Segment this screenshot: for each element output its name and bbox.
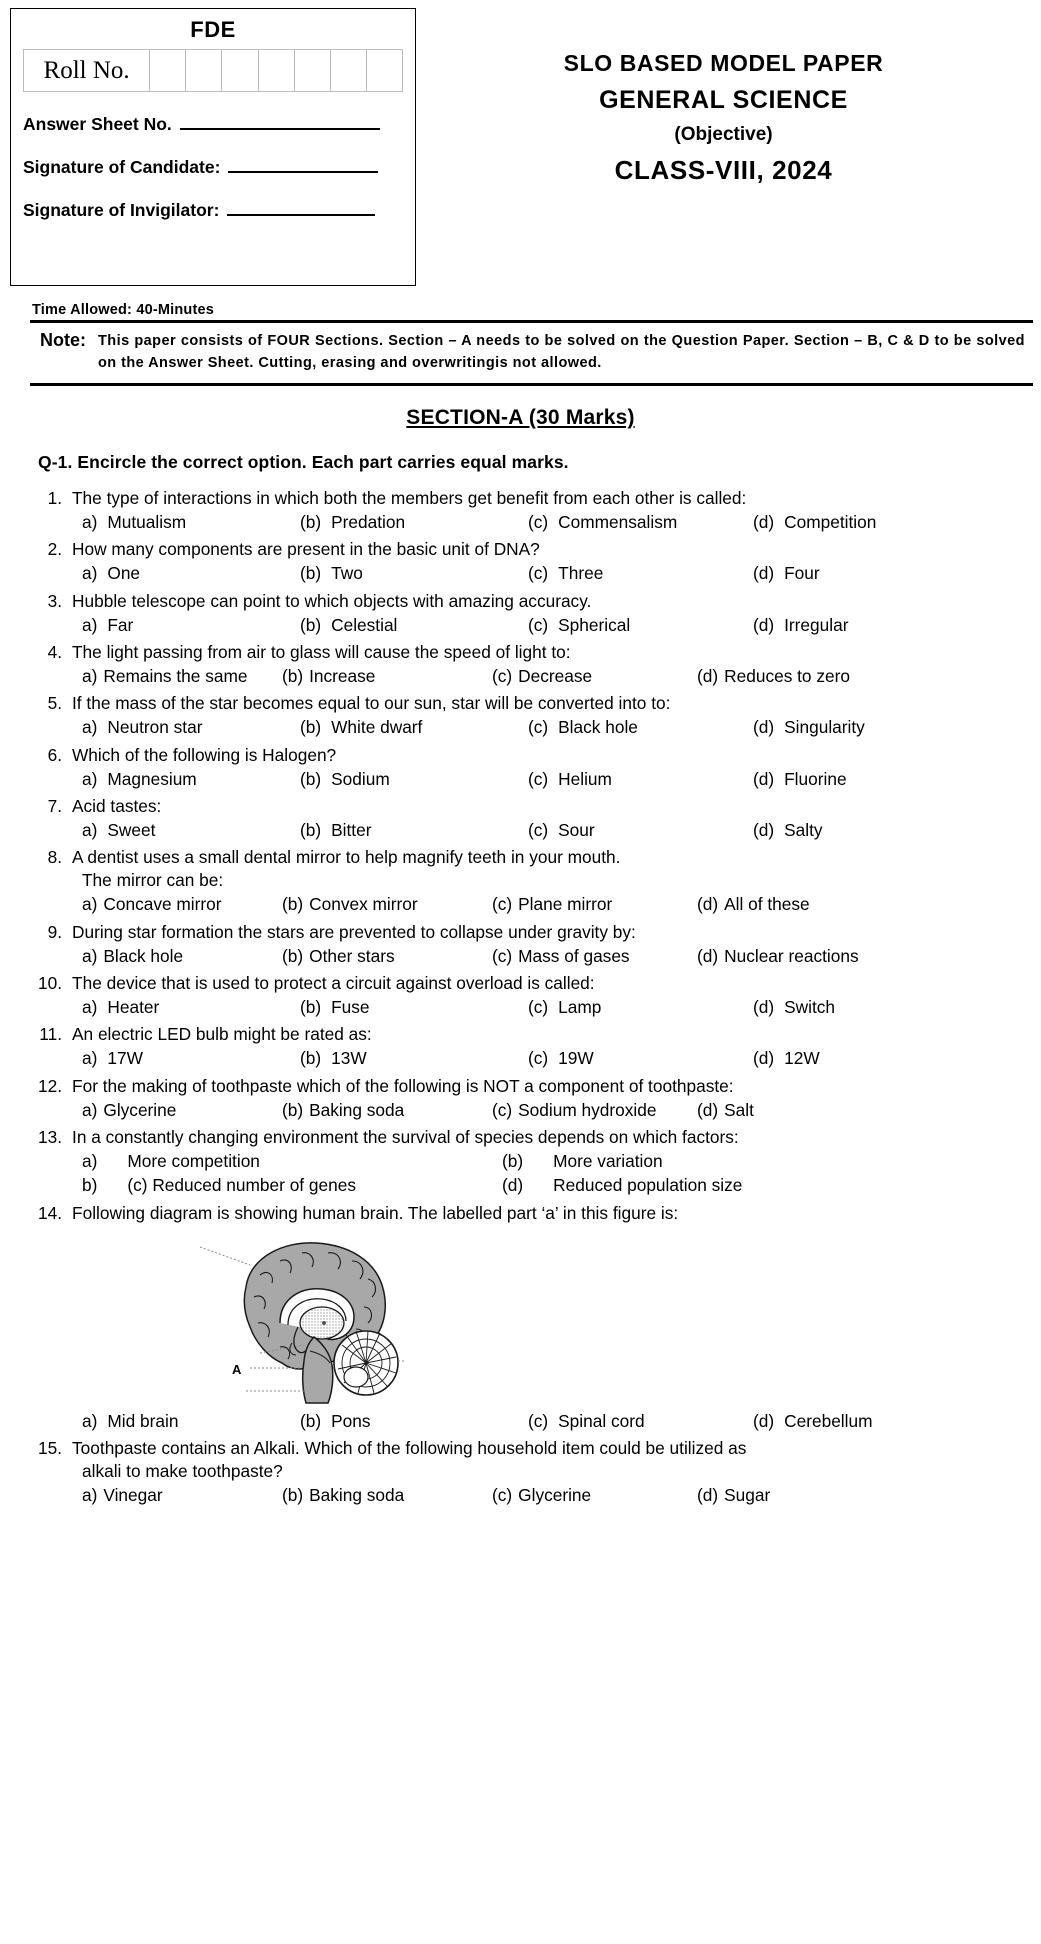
option-row bbox=[82, 1410, 1027, 1433]
question-text: If the mass of the star becomes equal to our sun, star will be converted into to: bbox=[72, 693, 671, 714]
question-number: 2. bbox=[47, 539, 62, 560]
roll-no-cell[interactable] bbox=[258, 50, 294, 92]
option[interactable] bbox=[492, 1484, 697, 1507]
question-text: How many components are present in the basic unit of DNA? bbox=[72, 539, 540, 560]
option[interactable] bbox=[492, 893, 697, 916]
question-item bbox=[38, 744, 1027, 791]
option[interactable] bbox=[502, 1150, 922, 1173]
question-item bbox=[38, 1126, 1027, 1198]
roll-no-cell[interactable] bbox=[366, 50, 402, 92]
option-key: a) bbox=[82, 997, 98, 1018]
option[interactable] bbox=[528, 996, 753, 1019]
option[interactable] bbox=[502, 1174, 922, 1197]
question-text: The type of interactions in which both the members get benefit from each other is called: bbox=[72, 487, 747, 508]
option-value: Four bbox=[784, 563, 820, 584]
question-text: An electric LED bulb might be rated as: bbox=[72, 1024, 372, 1045]
signature-invigilator-field bbox=[23, 200, 403, 221]
option-row bbox=[82, 511, 1027, 534]
option-value: Competition bbox=[784, 511, 877, 532]
option-row bbox=[82, 716, 1027, 739]
question-stem bbox=[38, 921, 1027, 944]
option[interactable] bbox=[492, 945, 697, 968]
option-value: 13W bbox=[331, 1048, 367, 1069]
answer-sheet-no-field bbox=[23, 114, 403, 135]
option[interactable] bbox=[82, 1047, 300, 1070]
question-text: During star formation the stars are prevented to collapse under gravity by: bbox=[72, 921, 636, 942]
option-key: (c) bbox=[528, 1048, 549, 1069]
question-number: 8. bbox=[47, 847, 62, 868]
option[interactable] bbox=[282, 665, 492, 688]
question-item bbox=[38, 972, 1027, 1019]
option-value: Glycerine bbox=[103, 1099, 177, 1120]
question-item bbox=[38, 590, 1027, 637]
answer-sheet-no-label: Answer Sheet No. bbox=[23, 114, 172, 134]
option-key: (d) bbox=[753, 511, 775, 532]
question-text: The light passing from air to glass will cause the speed of light to: bbox=[72, 641, 571, 662]
question-number: 5. bbox=[47, 693, 62, 714]
option-value: Black hole bbox=[558, 717, 638, 738]
option-value: Commensalism bbox=[558, 511, 678, 532]
option-value: Cerebellum bbox=[784, 1410, 873, 1431]
roll-no-cell[interactable] bbox=[150, 50, 186, 92]
question-stem bbox=[38, 795, 1027, 818]
option[interactable] bbox=[753, 1410, 873, 1433]
note-block bbox=[40, 330, 1029, 375]
option-key: (d) bbox=[753, 563, 775, 584]
option-value: White dwarf bbox=[331, 717, 423, 738]
option[interactable] bbox=[300, 716, 528, 739]
question-item bbox=[38, 795, 1027, 842]
option[interactable] bbox=[300, 614, 528, 637]
option-value: Fuse bbox=[331, 997, 370, 1018]
question-number: 13. bbox=[38, 1127, 63, 1148]
option-value: Magnesium bbox=[107, 768, 197, 789]
option-value: Sugar bbox=[724, 1485, 771, 1506]
option-key: a) bbox=[82, 768, 98, 789]
option[interactable] bbox=[753, 1047, 820, 1070]
option-value: Remains the same bbox=[103, 665, 248, 686]
option-key: a) bbox=[82, 1410, 98, 1431]
paper-title-line-1: SLO BASED MODEL PAPER bbox=[563, 50, 884, 76]
option[interactable] bbox=[753, 614, 848, 637]
option[interactable] bbox=[82, 1484, 282, 1507]
question-item bbox=[38, 1437, 1027, 1507]
option-row bbox=[82, 1047, 1027, 1070]
option-key: (c) bbox=[528, 997, 549, 1018]
question-stem bbox=[38, 641, 1027, 664]
option-key: (b) bbox=[300, 563, 322, 584]
option-row bbox=[82, 665, 1027, 688]
option[interactable] bbox=[528, 614, 753, 637]
question-item bbox=[38, 538, 1027, 585]
question-text: In a constantly changing environment the survival of species depends on which factors: bbox=[72, 1127, 739, 1148]
option-value: One bbox=[107, 563, 141, 584]
option-value: Helium bbox=[558, 768, 612, 789]
option-key: (c) bbox=[492, 1485, 513, 1506]
option-key: (c) bbox=[528, 511, 549, 532]
question-number: 9. bbox=[47, 921, 62, 942]
roll-no-cell[interactable] bbox=[294, 50, 330, 92]
question-number: 6. bbox=[47, 744, 62, 765]
question-stem bbox=[38, 590, 1027, 613]
option[interactable] bbox=[528, 1047, 753, 1070]
option[interactable] bbox=[82, 945, 282, 968]
option-key: (d) bbox=[753, 1048, 775, 1069]
option[interactable] bbox=[697, 1484, 770, 1507]
option-value: More competition bbox=[127, 1151, 260, 1172]
question-stem bbox=[38, 1202, 1027, 1225]
option[interactable] bbox=[282, 945, 492, 968]
option-key: (c) bbox=[528, 717, 549, 738]
option-value: Mass of gases bbox=[518, 945, 630, 966]
question-text: Acid tastes: bbox=[72, 796, 162, 816]
paper-class-year: CLASS-VIII, 2024 bbox=[614, 155, 833, 185]
candidate-id-box bbox=[10, 8, 416, 286]
page-header bbox=[0, 0, 1041, 286]
question-text-continued: The mirror can be: bbox=[82, 870, 224, 891]
option-key: (b) bbox=[300, 717, 322, 738]
question-stem bbox=[38, 692, 1027, 715]
question-number: 3. bbox=[47, 590, 62, 611]
option-row bbox=[82, 819, 1027, 842]
option-key: a) bbox=[82, 1048, 98, 1069]
question-text: For the making of toothpaste which of the following is NOT a component of toothpaste: bbox=[72, 1075, 734, 1096]
question-item bbox=[38, 1075, 1027, 1122]
q1-instruction: Q-1. Encircle the correct option. Each part carries equal marks. bbox=[38, 451, 569, 472]
option-key: (b) bbox=[300, 1048, 322, 1069]
option-key: (d) bbox=[753, 717, 775, 738]
option-key: (c) bbox=[492, 1099, 513, 1120]
option-key: a) bbox=[82, 665, 98, 686]
option-value: (c) Reduced number of genes bbox=[127, 1175, 356, 1196]
option-value: More variation bbox=[553, 1151, 663, 1172]
option[interactable] bbox=[300, 511, 528, 534]
question-item bbox=[38, 692, 1027, 739]
option[interactable] bbox=[82, 996, 300, 1019]
option-key: (d) bbox=[697, 665, 719, 686]
question-stem bbox=[38, 538, 1027, 561]
question-item bbox=[38, 921, 1027, 968]
option-key: (c) bbox=[528, 614, 549, 635]
option-value: Salt bbox=[724, 1099, 754, 1120]
option[interactable] bbox=[697, 1099, 754, 1122]
option-value: Convex mirror bbox=[309, 894, 418, 915]
option-value: Bitter bbox=[331, 820, 372, 840]
option-key: a) bbox=[82, 614, 98, 635]
option-key: (b) bbox=[502, 1151, 524, 1172]
option-key: a) bbox=[82, 717, 98, 738]
option-key: (d) bbox=[697, 894, 719, 915]
question-text: Which of the following is Halogen? bbox=[72, 744, 337, 765]
option-value: Lamp bbox=[558, 997, 602, 1018]
option[interactable] bbox=[697, 893, 810, 916]
option[interactable] bbox=[82, 1099, 282, 1122]
option-value: Other stars bbox=[309, 945, 395, 966]
option[interactable] bbox=[300, 1047, 528, 1070]
option[interactable] bbox=[697, 945, 859, 968]
option-row bbox=[82, 893, 1027, 916]
option-value: Plane mirror bbox=[518, 894, 613, 915]
divider-bottom bbox=[30, 383, 1033, 386]
option-key: (c) bbox=[492, 665, 513, 686]
option[interactable] bbox=[82, 819, 300, 842]
option-value: Increase bbox=[309, 665, 376, 686]
option-value: Predation bbox=[331, 511, 406, 532]
option-key: (b) bbox=[300, 511, 322, 532]
option-row bbox=[82, 1484, 1027, 1507]
option-value: Nuclear reactions bbox=[724, 945, 859, 966]
option-key: (c) bbox=[528, 820, 549, 840]
option-key: (c) bbox=[528, 1410, 549, 1431]
option-value: Celestial bbox=[331, 614, 398, 635]
question-number: 12. bbox=[38, 1075, 63, 1096]
question-item bbox=[38, 487, 1027, 534]
option[interactable] bbox=[528, 716, 753, 739]
option-key: (b) bbox=[300, 820, 322, 840]
option-key: (d) bbox=[697, 1099, 719, 1120]
question-stem bbox=[38, 972, 1027, 995]
question-stem bbox=[38, 1075, 1027, 1098]
option-key: (d) bbox=[753, 997, 775, 1018]
signature-candidate-label: Signature of Candidate: bbox=[23, 157, 221, 177]
option-value: Sodium hydroxide bbox=[518, 1099, 657, 1120]
option-value: 17W bbox=[107, 1048, 143, 1069]
question-number: 11. bbox=[39, 1024, 62, 1045]
question-stem bbox=[38, 846, 1027, 869]
option-key: (b) bbox=[282, 894, 304, 915]
option[interactable] bbox=[82, 1150, 502, 1173]
question-stem bbox=[38, 744, 1027, 767]
option-key: (b) bbox=[300, 768, 322, 789]
option[interactable] bbox=[82, 768, 300, 791]
question-stem bbox=[38, 487, 1027, 510]
option-row bbox=[82, 768, 1027, 791]
option-key: (d) bbox=[753, 614, 775, 635]
option-row bbox=[82, 945, 1027, 968]
signature-invigilator-label: Signature of Invigilator: bbox=[23, 200, 220, 220]
option-key: (d) bbox=[753, 1410, 775, 1431]
option-key: (c) bbox=[492, 894, 513, 915]
option-key: (b) bbox=[300, 614, 322, 635]
option-key: b) bbox=[82, 1175, 98, 1196]
signature-candidate-input[interactable] bbox=[228, 171, 378, 173]
option[interactable] bbox=[82, 511, 300, 534]
option[interactable] bbox=[753, 768, 847, 791]
option-value: Salty bbox=[784, 820, 823, 840]
option-key: (c) bbox=[528, 768, 549, 789]
option[interactable] bbox=[82, 562, 300, 585]
question-text-continued: alkali to make toothpaste? bbox=[82, 1461, 283, 1482]
board-abbreviation: FDE bbox=[190, 17, 236, 42]
option[interactable] bbox=[753, 996, 835, 1019]
signature-invigilator-input[interactable] bbox=[227, 214, 375, 216]
option-value: Spinal cord bbox=[558, 1410, 645, 1431]
time-allowed: Time Allowed: 40-Minutes bbox=[32, 302, 215, 318]
question-item bbox=[38, 1202, 1027, 1433]
option-key: (d) bbox=[502, 1175, 524, 1196]
option-key: a) bbox=[82, 1485, 98, 1506]
option[interactable] bbox=[528, 768, 753, 791]
option-value: Neutron star bbox=[107, 717, 203, 738]
option[interactable] bbox=[82, 614, 300, 637]
option[interactable] bbox=[300, 768, 528, 791]
option-key: (b) bbox=[300, 1410, 322, 1431]
option-row bbox=[82, 1099, 1027, 1122]
option[interactable] bbox=[528, 819, 753, 842]
paper-subject: GENERAL SCIENCE bbox=[599, 86, 848, 114]
option[interactable] bbox=[697, 665, 850, 688]
note-text: This paper consists of FOUR Sections. Section – A needs to be solved on the Question Paper. Section – B, C & D to be solved on the Answer Sheet. Cutting, erasing and overwritingis not allowed. bbox=[98, 333, 1025, 372]
question-item bbox=[38, 1023, 1027, 1070]
option-row bbox=[82, 1174, 1027, 1197]
option[interactable] bbox=[528, 1410, 753, 1433]
option-value: Fluorine bbox=[784, 768, 847, 789]
option[interactable] bbox=[282, 1484, 492, 1507]
option-row bbox=[82, 562, 1027, 585]
question-number: 7. bbox=[47, 796, 62, 816]
option[interactable] bbox=[492, 1099, 697, 1122]
option[interactable] bbox=[300, 1410, 528, 1433]
option-value: Reduces to zero bbox=[724, 665, 850, 686]
option[interactable] bbox=[528, 562, 753, 585]
option[interactable] bbox=[82, 716, 300, 739]
option-key: (c) bbox=[492, 945, 513, 966]
option-key: (b) bbox=[282, 665, 304, 686]
question-number: 14. bbox=[38, 1202, 63, 1223]
question-text: Hubble telescope can point to which objects with amazing accuracy. bbox=[72, 590, 592, 611]
option-value: Irregular bbox=[784, 614, 849, 635]
roll-no-cell[interactable] bbox=[222, 50, 258, 92]
option-value: Sodium bbox=[331, 768, 390, 789]
option[interactable] bbox=[300, 562, 528, 585]
option-value: All of these bbox=[724, 894, 810, 915]
question-number: 4. bbox=[47, 641, 62, 662]
option-value: Two bbox=[331, 563, 363, 584]
option-key: (d) bbox=[697, 945, 719, 966]
option[interactable] bbox=[82, 893, 282, 916]
option[interactable] bbox=[753, 562, 820, 585]
option-key: (b) bbox=[282, 945, 304, 966]
option-value: Baking soda bbox=[309, 1485, 405, 1506]
option-value: Heater bbox=[107, 997, 160, 1018]
option-row bbox=[82, 996, 1027, 1019]
option[interactable] bbox=[753, 819, 823, 842]
option-value: 19W bbox=[558, 1048, 594, 1069]
option-value: Vinegar bbox=[103, 1485, 163, 1506]
option-value: Mutualism bbox=[107, 511, 187, 532]
human-brain-midsagittal-icon bbox=[188, 1231, 408, 1406]
option-value: Far bbox=[107, 614, 134, 635]
question-number: 1. bbox=[47, 487, 62, 508]
option-key: a) bbox=[82, 511, 98, 532]
option[interactable] bbox=[282, 893, 492, 916]
question-text: Following diagram is showing human brain. The labelled part ‘a’ in this figure is: bbox=[72, 1202, 679, 1223]
question-stem bbox=[38, 1126, 1027, 1149]
roll-no-cell[interactable] bbox=[186, 50, 222, 92]
option-value: 12W bbox=[784, 1048, 820, 1069]
question-number: 10. bbox=[38, 973, 63, 994]
note-label: Note: bbox=[40, 330, 86, 350]
option[interactable] bbox=[82, 665, 282, 688]
option-key: (b) bbox=[282, 1099, 304, 1120]
signature-candidate-field bbox=[23, 157, 403, 178]
question-number: 15. bbox=[38, 1438, 63, 1459]
option-key: (d) bbox=[753, 820, 775, 840]
roll-no-cell[interactable] bbox=[330, 50, 366, 92]
option-key: (b) bbox=[282, 1485, 304, 1506]
question-text: The device that is used to protect a circuit against overload is called: bbox=[72, 973, 595, 994]
divider-top bbox=[30, 320, 1033, 323]
paper-title-block bbox=[416, 8, 1041, 186]
question-item bbox=[38, 846, 1027, 916]
option-value: Three bbox=[558, 563, 604, 584]
option-value: Singularity bbox=[784, 717, 865, 738]
option[interactable] bbox=[300, 819, 528, 842]
brain-figure bbox=[38, 1231, 1027, 1406]
option[interactable] bbox=[300, 996, 528, 1019]
question-list bbox=[0, 487, 1041, 1508]
option[interactable] bbox=[492, 665, 697, 688]
option-key: a) bbox=[82, 820, 98, 840]
option-value: Sour bbox=[558, 820, 595, 840]
option-row bbox=[82, 1150, 1027, 1173]
option-key: (b) bbox=[300, 997, 322, 1018]
question-stem bbox=[38, 1023, 1027, 1046]
option[interactable] bbox=[528, 511, 753, 534]
option-value: Pons bbox=[331, 1410, 371, 1431]
option[interactable] bbox=[282, 1099, 492, 1122]
question-item bbox=[38, 641, 1027, 688]
option-key: (d) bbox=[697, 1485, 719, 1506]
option[interactable] bbox=[753, 716, 865, 739]
option-key: a) bbox=[82, 563, 98, 584]
option-value: Black hole bbox=[103, 945, 184, 966]
option-key: a) bbox=[82, 1099, 98, 1120]
paper-type: (Objective) bbox=[674, 124, 773, 145]
section-a-heading: SECTION-A (30 Marks) bbox=[406, 405, 635, 429]
figure-label-a: A bbox=[232, 1361, 242, 1377]
option-row bbox=[82, 614, 1027, 637]
option-value: Concave mirror bbox=[103, 894, 222, 915]
roll-no-table bbox=[23, 49, 403, 92]
answer-sheet-no-input[interactable] bbox=[180, 128, 380, 130]
option-key: (c) bbox=[528, 563, 549, 584]
option-key: a) bbox=[82, 945, 98, 966]
option-value: Mid brain bbox=[107, 1410, 179, 1431]
question-stem bbox=[38, 1437, 1027, 1460]
option-key: a) bbox=[82, 894, 98, 915]
roll-no-label: Roll No. bbox=[24, 50, 150, 92]
option-value: Baking soda bbox=[309, 1099, 405, 1120]
option-key: (d) bbox=[753, 768, 775, 789]
question-text: Toothpaste contains an Alkali. Which of the following household item could be utilized as bbox=[72, 1438, 747, 1459]
question-text: A dentist uses a small dental mirror to help magnify teeth in your mouth. bbox=[72, 847, 621, 868]
option[interactable] bbox=[82, 1174, 502, 1197]
option-value: Reduced population size bbox=[553, 1175, 743, 1196]
option-value: Decrease bbox=[518, 665, 593, 686]
option-value: Switch bbox=[784, 997, 836, 1018]
option-value: Sweet bbox=[107, 820, 156, 840]
option-value: Glycerine bbox=[518, 1485, 592, 1506]
option-value: Spherical bbox=[558, 614, 631, 635]
option-key: a) bbox=[82, 1151, 98, 1172]
option[interactable] bbox=[753, 511, 876, 534]
option[interactable] bbox=[82, 1410, 300, 1433]
